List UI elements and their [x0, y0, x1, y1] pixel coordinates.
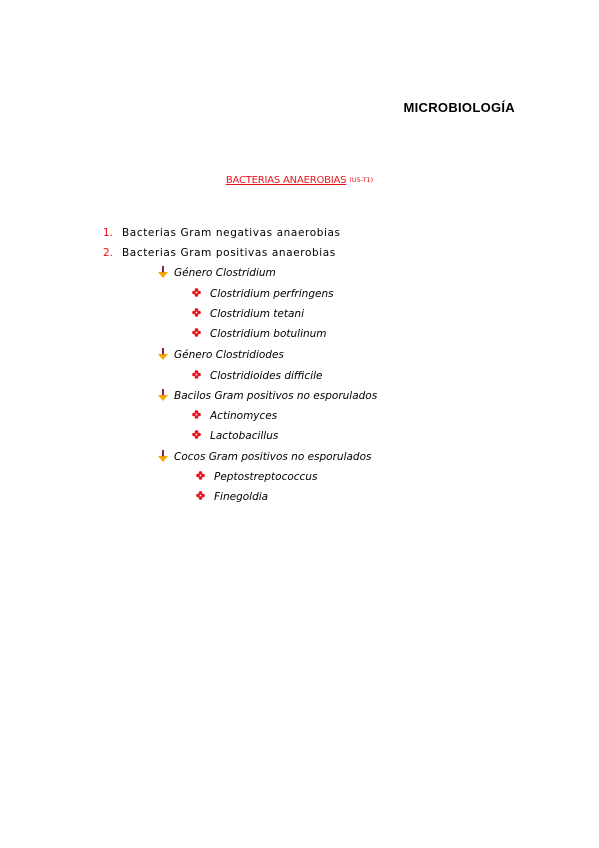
species-item [192, 285, 334, 303]
title-main: BACTERIAS ANAEROBIAS [225, 175, 347, 186]
group-item [157, 346, 284, 364]
list-number: 1. [103, 227, 114, 239]
list-item [0, 224, 599, 242]
group-item [157, 264, 276, 282]
course-title: MICROBIOLOGÍA [403, 100, 515, 115]
species-item [192, 325, 327, 343]
group-label: Género Clostridium [174, 267, 276, 279]
arrow-down-icon [157, 450, 169, 462]
diamond-bullet-icon [196, 471, 205, 480]
diamond-bullet-icon [192, 430, 201, 439]
species-label: Lactobacillus [210, 430, 279, 442]
species-label: Clostridium botulinum [210, 328, 327, 340]
species-label: Peptostreptococcus [214, 471, 318, 483]
group-item [157, 448, 372, 466]
species-item [192, 367, 323, 385]
diamond-bullet-icon [196, 491, 205, 500]
title-code: (U5-T1) [349, 176, 374, 184]
species-item [192, 427, 278, 445]
group-label: Cocos Gram positivos no esporulados [174, 451, 372, 463]
species-label: Clostridioides difficile [210, 370, 323, 382]
species-label: Clostridium tetani [210, 308, 304, 320]
species-label: Actinomyces [210, 410, 278, 422]
species-item [196, 488, 268, 506]
list-item [0, 244, 599, 262]
arrow-down-icon [157, 266, 169, 278]
list-item-text: Bacterias Gram positivas anaerobias [122, 247, 336, 259]
diamond-bullet-icon [192, 288, 201, 297]
list-item-text: Bacterias Gram negativas anaerobias [122, 227, 341, 239]
species-item [196, 468, 317, 486]
document-title [0, 175, 599, 186]
list-number: 2. [103, 247, 114, 259]
species-label: Finegoldia [214, 491, 269, 503]
diamond-bullet-icon [192, 308, 201, 317]
arrow-down-icon [157, 348, 169, 360]
diamond-bullet-icon [192, 410, 201, 419]
group-label: Género Clostridiodes [174, 349, 284, 361]
diamond-bullet-icon [192, 328, 201, 337]
species-item [192, 305, 304, 323]
species-item [192, 407, 277, 425]
diamond-bullet-icon [192, 370, 201, 379]
group-item [157, 387, 377, 405]
arrow-down-icon [157, 389, 169, 401]
species-label: Clostridium perfringens [210, 288, 334, 300]
group-label: Bacilos Gram positivos no esporulados [174, 390, 378, 402]
